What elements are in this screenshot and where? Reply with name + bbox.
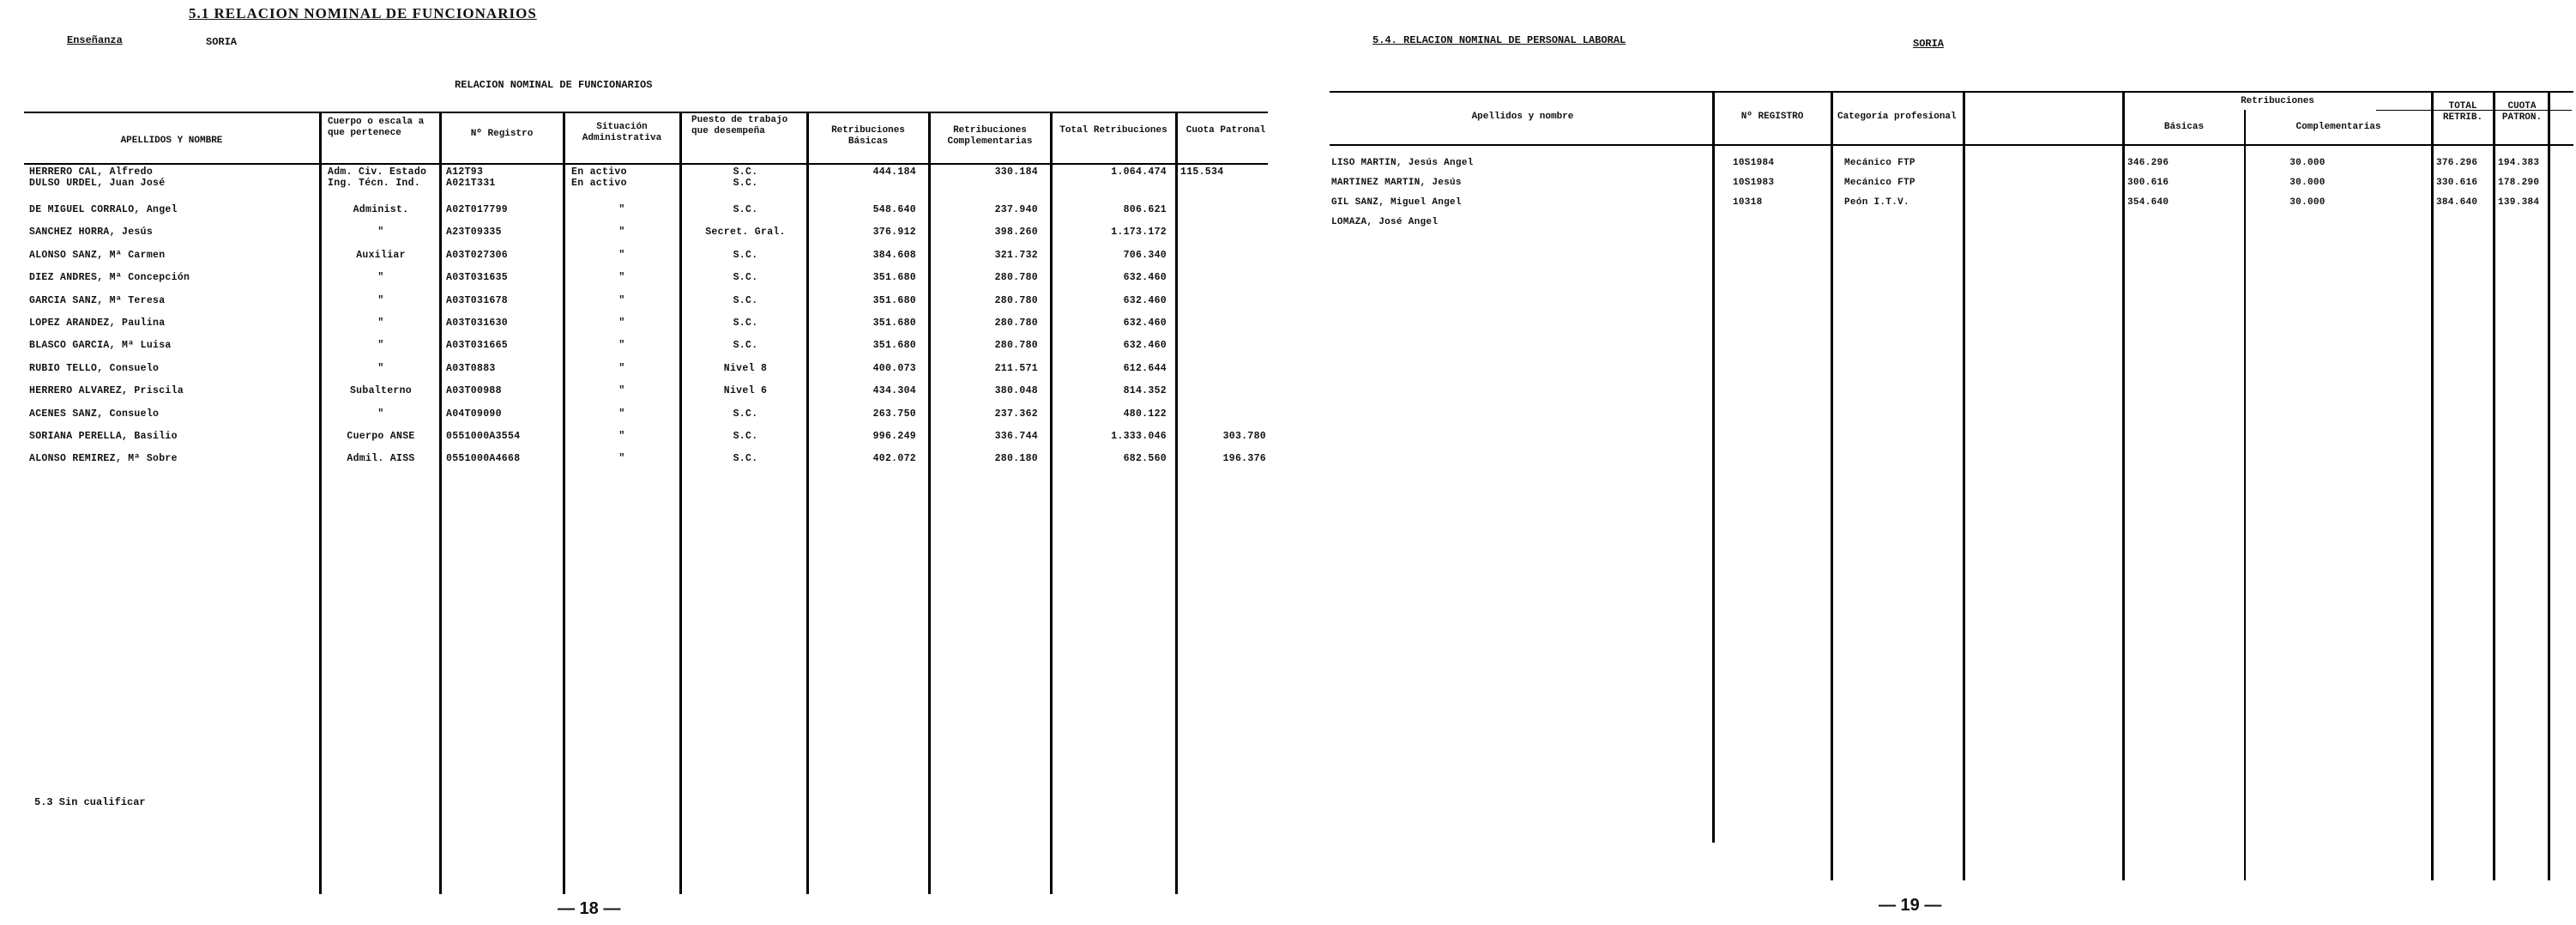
table-cell: 196.376	[1222, 453, 1266, 464]
table-cell: 280.780	[994, 295, 1038, 306]
table-cell: S.C.	[733, 431, 758, 442]
table-cell: 351.680	[872, 272, 916, 283]
table-cell: 351.680	[872, 295, 916, 306]
table-cell: 1.064.474	[1111, 166, 1167, 178]
page-heading: 5.1 RELACION NOMINAL DE FUNCIONARIOS	[189, 5, 537, 21]
table-cell: 303.780	[1222, 431, 1266, 442]
table-cell: SANCHEZ HORRA, Jesús	[29, 227, 154, 238]
column-header: Situación Administrativa	[582, 122, 662, 143]
table-cell: LOPEZ ARANDEZ, Paulina	[29, 317, 166, 329]
table-cell: Nivel 6	[723, 385, 768, 396]
table-cell: "	[377, 340, 384, 351]
table-cell: "	[377, 363, 384, 374]
table-cell: 612.644	[1123, 363, 1167, 374]
column-header: Complementarias	[2295, 122, 2381, 132]
table-cell: 632.460	[1123, 317, 1167, 329]
table-cell: 178.290	[2498, 178, 2540, 188]
table-cell: A03T031678	[446, 295, 509, 306]
page-heading: 5.4. RELACION NOMINAL DE PERSONAL LABORAL	[1372, 34, 1626, 46]
table-cell: 346.296	[2127, 158, 2169, 168]
table-cell: A03T00988	[446, 385, 502, 396]
table-cell: 682.560	[1123, 453, 1167, 464]
table-cell: 632.460	[1123, 272, 1167, 283]
column-divider	[679, 112, 682, 894]
right-page	[1312, 0, 2576, 925]
table-cell: Administ.	[353, 204, 409, 215]
table-cell: 814.352	[1123, 385, 1167, 396]
table-cell: S.C.	[733, 340, 758, 351]
table-cell: DIEZ ANDRES, Mª Concepción	[29, 272, 190, 283]
table-cell: "	[618, 453, 625, 464]
table-cell: Auxiliar	[356, 250, 406, 261]
table-cell: GARCIA SANZ, Mª Teresa	[29, 295, 166, 306]
column-header: Cuota Patronal	[1185, 125, 1266, 136]
table-cell: S.C.	[733, 272, 758, 283]
table-cell: "	[618, 317, 625, 329]
table-cell: 10S1984	[1733, 158, 1775, 168]
table-cell: LISO MARTIN, Jesús Angel	[1331, 158, 1474, 168]
column-divider	[1050, 112, 1053, 894]
table-cell: Secret. Gral.	[705, 227, 786, 238]
page-number: — 18 —	[558, 899, 621, 918]
column-divider	[806, 112, 809, 894]
table-cell: "	[377, 408, 384, 420]
table-cell: ACENES SANZ, Consuelo	[29, 408, 160, 420]
header-bottom-rule	[1330, 144, 2573, 146]
table-cell: "	[377, 317, 384, 329]
table-cell: Subalterno	[349, 385, 412, 396]
table-cell: Nivel 8	[723, 363, 768, 374]
table-cell: A021T331	[446, 178, 496, 189]
column-header: Básicas	[2163, 122, 2205, 132]
table-cell: 996.249	[872, 431, 916, 442]
column-header: Retribuciones	[2241, 96, 2314, 106]
column-header: Retribuciones Complementarias	[947, 125, 1033, 147]
footnote: 5.3 Sin cualificar	[34, 796, 146, 808]
table-cell: DULSO URDEL, Juan José	[29, 178, 166, 189]
column-header: Nº Registro	[470, 129, 534, 139]
table-cell: "	[618, 272, 625, 283]
table-cell: 300.616	[2127, 178, 2169, 188]
column-header: CUOTA PATRON.	[2501, 101, 2543, 123]
table-cell: 400.073	[872, 363, 916, 374]
table-cell: Adm. Civ. Estado	[328, 166, 427, 178]
column-header: APELLIDOS Y NOMBRE	[120, 136, 223, 146]
table-cell: 10S1983	[1733, 178, 1775, 188]
header-top-rule	[24, 112, 1268, 113]
table-cell: 351.680	[872, 340, 916, 351]
page-number: — 19 —	[1879, 896, 1942, 915]
table-cell: A03T031665	[446, 340, 509, 351]
table-cell: 211.571	[994, 363, 1038, 374]
table-cell: 280.180	[994, 453, 1038, 464]
column-divider	[1175, 112, 1178, 894]
table-cell: A03T031635	[446, 272, 509, 283]
table-cell: 632.460	[1123, 340, 1167, 351]
table-cell: 263.750	[872, 408, 916, 420]
table-cell: DE MIGUEL CORRALO, Angel	[29, 204, 178, 215]
table-cell: S.C.	[733, 250, 758, 261]
province-label: SORIA	[1913, 38, 1945, 50]
table-cell: 237.940	[994, 204, 1038, 215]
table-cell: "	[618, 204, 625, 215]
table-cell: 1.333.046	[1111, 431, 1167, 442]
table-cell: HERRERO CAL, Alfredo	[29, 166, 154, 178]
table-cell: Mecánico FTP	[1844, 178, 1915, 188]
table-cell: LOMAZA, José Angel	[1331, 217, 1439, 227]
column-divider	[2431, 91, 2434, 880]
table-cell: "	[618, 408, 625, 420]
table-cell: 632.460	[1123, 295, 1167, 306]
table-cell: "	[377, 227, 384, 238]
table-cell: A04T09090	[446, 408, 502, 420]
table-cell: 30.000	[2289, 158, 2326, 168]
table-cell: S.C.	[733, 453, 758, 464]
column-divider	[2493, 91, 2495, 880]
column-divider	[563, 112, 565, 894]
column-divider	[2548, 91, 2550, 880]
table-title: RELACION NOMINAL DE FUNCIONARIOS	[455, 79, 653, 91]
table-cell: "	[618, 227, 625, 238]
table-cell: SORIANA PERELLA, Basilio	[29, 431, 178, 442]
table-cell: MARTINEZ MARTIN, Jesús	[1331, 178, 1462, 188]
table-cell: 280.780	[994, 340, 1038, 351]
column-header: Puesto de trabajo que desempeña	[691, 115, 788, 136]
table-cell: ALONSO SANZ, Mª Carmen	[29, 250, 166, 261]
column-header: TOTAL RETRIB.	[2442, 101, 2483, 123]
header-bottom-rule	[24, 163, 1268, 165]
table-cell: 139.384	[2498, 197, 2540, 208]
column-header: Categoría profesional	[1837, 112, 1957, 122]
table-cell: A23T09335	[446, 227, 502, 238]
column-divider	[2122, 91, 2125, 880]
table-cell: 237.362	[994, 408, 1038, 420]
table-cell: A03T0883	[446, 363, 496, 374]
column-divider	[2244, 110, 2246, 880]
table-cell: En activo	[571, 178, 627, 189]
table-cell: GIL SANZ, Miguel Angel	[1331, 197, 1462, 208]
table-cell: A03T031630	[446, 317, 509, 329]
table-cell: 376.912	[872, 227, 916, 238]
table-cell: 30.000	[2289, 178, 2326, 188]
table-cell: 330.616	[2436, 178, 2478, 188]
header-top-rule	[1330, 91, 2573, 93]
table-cell: Cuerpo ANSE	[347, 431, 415, 442]
table-cell: "	[618, 340, 625, 351]
table-cell: 330.184	[994, 166, 1038, 178]
table-cell: 0551000A4668	[446, 453, 521, 464]
table-cell: S.C.	[733, 295, 758, 306]
table-cell: 280.780	[994, 317, 1038, 329]
table-cell: 10318	[1733, 197, 1763, 208]
table-cell: "	[618, 385, 625, 396]
table-cell: 351.680	[872, 317, 916, 329]
table-cell: 402.072	[872, 453, 916, 464]
table-cell: Admil. AISS	[347, 453, 415, 464]
column-divider	[439, 112, 442, 894]
table-cell: "	[618, 363, 625, 374]
table-cell: "	[377, 272, 384, 283]
table-cell: 376.296	[2436, 158, 2478, 168]
table-cell: S.C.	[733, 408, 758, 420]
province-label: SORIA	[206, 36, 238, 48]
table-cell: 321.732	[994, 250, 1038, 261]
table-cell: "	[618, 250, 625, 261]
left-page	[0, 0, 1278, 925]
column-header: Apellidos y nombre	[1471, 112, 1574, 122]
table-cell: 336.744	[994, 431, 1038, 442]
table-cell: "	[618, 295, 625, 306]
table-cell: RUBIO TELLO, Consuelo	[29, 363, 160, 374]
table-cell: 194.383	[2498, 158, 2540, 168]
column-divider	[319, 112, 322, 894]
table-cell: 380.048	[994, 385, 1038, 396]
table-cell: 0551000A3554	[446, 431, 521, 442]
table-cell: 444.184	[872, 166, 916, 178]
table-cell: S.C.	[733, 317, 758, 329]
ministry-label: Enseñanza	[67, 34, 123, 46]
table-cell: 384.608	[872, 250, 916, 261]
table-cell: A02T017799	[446, 204, 509, 215]
table-cell: ALONSO REMIREZ, Mª Sobre	[29, 453, 178, 464]
column-divider	[1963, 91, 1965, 880]
table-cell: 398.260	[994, 227, 1038, 238]
column-divider	[1831, 91, 1833, 880]
table-cell: 480.122	[1123, 408, 1167, 420]
table-cell: 384.640	[2436, 197, 2478, 208]
table-cell: 30.000	[2289, 197, 2326, 208]
column-header: Total Retribuciones	[1059, 125, 1167, 136]
column-header: Nº REGISTRO	[1740, 112, 1804, 122]
table-cell: HERRERO ALVAREZ, Priscila	[29, 385, 184, 396]
table-cell: 434.304	[872, 385, 916, 396]
column-header: Retribuciones Básicas	[831, 125, 905, 147]
column-divider	[928, 112, 931, 894]
table-cell: "	[377, 295, 384, 306]
table-cell: S.C.	[733, 166, 758, 178]
table-cell: 354.640	[2127, 197, 2169, 208]
table-cell: S.C.	[733, 204, 758, 215]
column-divider	[1712, 91, 1715, 843]
table-cell: BLASCO GARCIA, Mª Luisa	[29, 340, 172, 351]
table-cell: En activo	[571, 166, 627, 178]
table-cell: Ing. Técn. Ind.	[328, 178, 421, 189]
table-cell: Peón I.T.V.	[1844, 197, 1909, 208]
table-cell: 280.780	[994, 272, 1038, 283]
table-cell: A12T93	[446, 166, 484, 178]
table-cell: A03T027306	[446, 250, 509, 261]
table-cell: 1.173.172	[1111, 227, 1167, 238]
table-cell: S.C.	[733, 178, 758, 189]
table-cell: 706.340	[1123, 250, 1167, 261]
table-cell: 548.640	[872, 204, 916, 215]
column-header: Cuerpo o escala a que pertenece	[328, 117, 425, 138]
table-cell: "	[618, 431, 625, 442]
table-cell: 115.534	[1180, 166, 1224, 178]
table-cell: Mecánico FTP	[1844, 158, 1915, 168]
table-cell: 806.621	[1123, 204, 1167, 215]
